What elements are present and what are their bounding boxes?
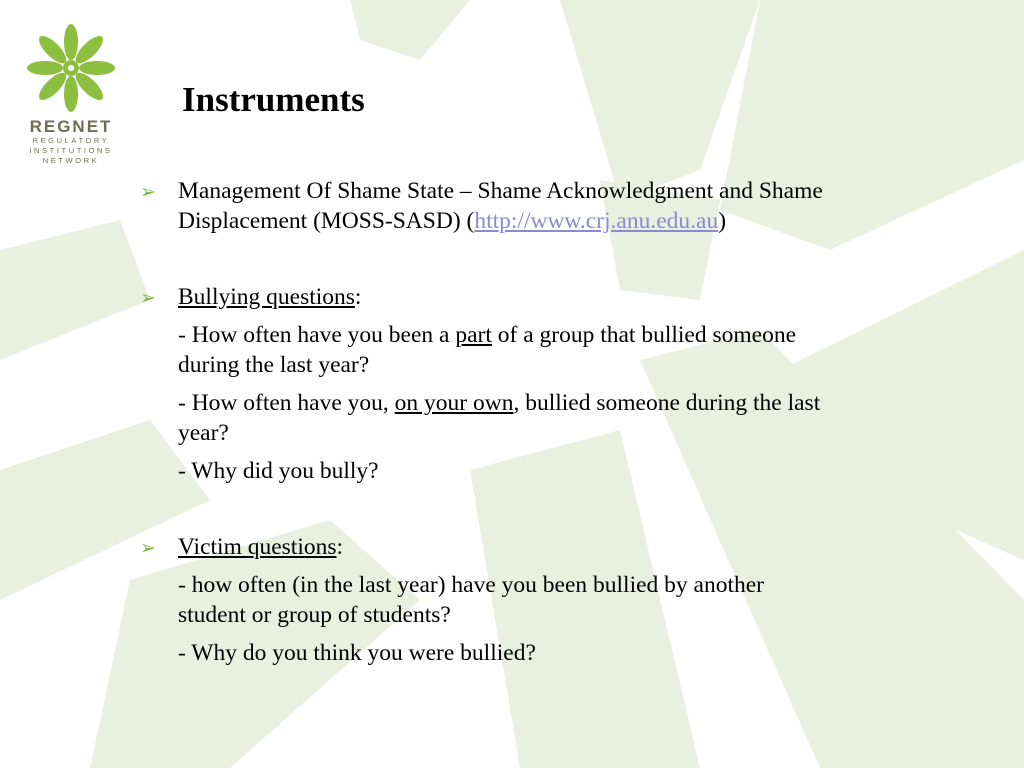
logo-subtitle-1: REGULATORY (32, 136, 110, 145)
bullet-text: Displacement (MOSS-SASD) ( (178, 208, 475, 234)
question-line: during the last year? (178, 352, 370, 378)
question-emphasis: on your own (394, 390, 514, 416)
regnet-logo (16, 22, 126, 182)
question-line: student or group of students? (178, 602, 451, 628)
bullying-question-1 (140, 320, 970, 380)
question-line: year? (178, 420, 229, 446)
bullet-text-line: Management Of Shame State – Shame Acknowledgment and Shame (178, 178, 823, 204)
question-emphasis: part (455, 322, 492, 348)
label-suffix: : (336, 534, 344, 560)
bullying-question-3 (140, 456, 970, 486)
crj-website-link[interactable]: http://www.crj.anu.edu.au (474, 208, 719, 234)
logo-subtitle-2: INSTITUTIONS (29, 146, 113, 155)
question-line: - Why do you think you were bullied? (178, 640, 536, 666)
logo-subtitle-3: NETWORK (42, 156, 100, 165)
label-suffix: : (354, 284, 362, 310)
question-line: - how often (in the last year) have you been bullied by another (178, 572, 764, 598)
question-line (178, 388, 970, 418)
victim-question-2 (140, 638, 970, 668)
leaf-cluster-icon (23, 22, 119, 114)
logo-wordmark: REGNET (29, 117, 113, 136)
slide-content (140, 176, 970, 668)
victim-question-1 (140, 570, 970, 630)
slide-title: Instruments (182, 80, 365, 119)
bullet-victim-questions (140, 532, 970, 562)
bullet-heading (178, 282, 970, 312)
bullet-text: ) (718, 208, 727, 234)
arrow-bullet-icon: ➢ (140, 181, 156, 203)
question-text: , bullied someone during the last (513, 390, 821, 416)
question-text: - How often have you been a (178, 322, 456, 348)
bullying-question-2 (140, 388, 970, 448)
arrow-bullet-icon: ➢ (140, 537, 156, 559)
bullying-questions-label: Bullying questions (178, 284, 355, 310)
question-line: - Why did you bully? (178, 458, 379, 484)
bullet-text-line (178, 206, 970, 236)
arrow-bullet-icon: ➢ (140, 287, 156, 309)
victim-questions-label: Victim questions (178, 534, 337, 560)
question-text: - How often have you, (178, 390, 395, 416)
bullet-heading (178, 532, 970, 562)
question-text: of a group that bullied someone (491, 322, 797, 348)
bullet-moss-sasd (140, 176, 970, 236)
bullet-bullying-questions (140, 282, 970, 312)
question-line (178, 320, 970, 350)
